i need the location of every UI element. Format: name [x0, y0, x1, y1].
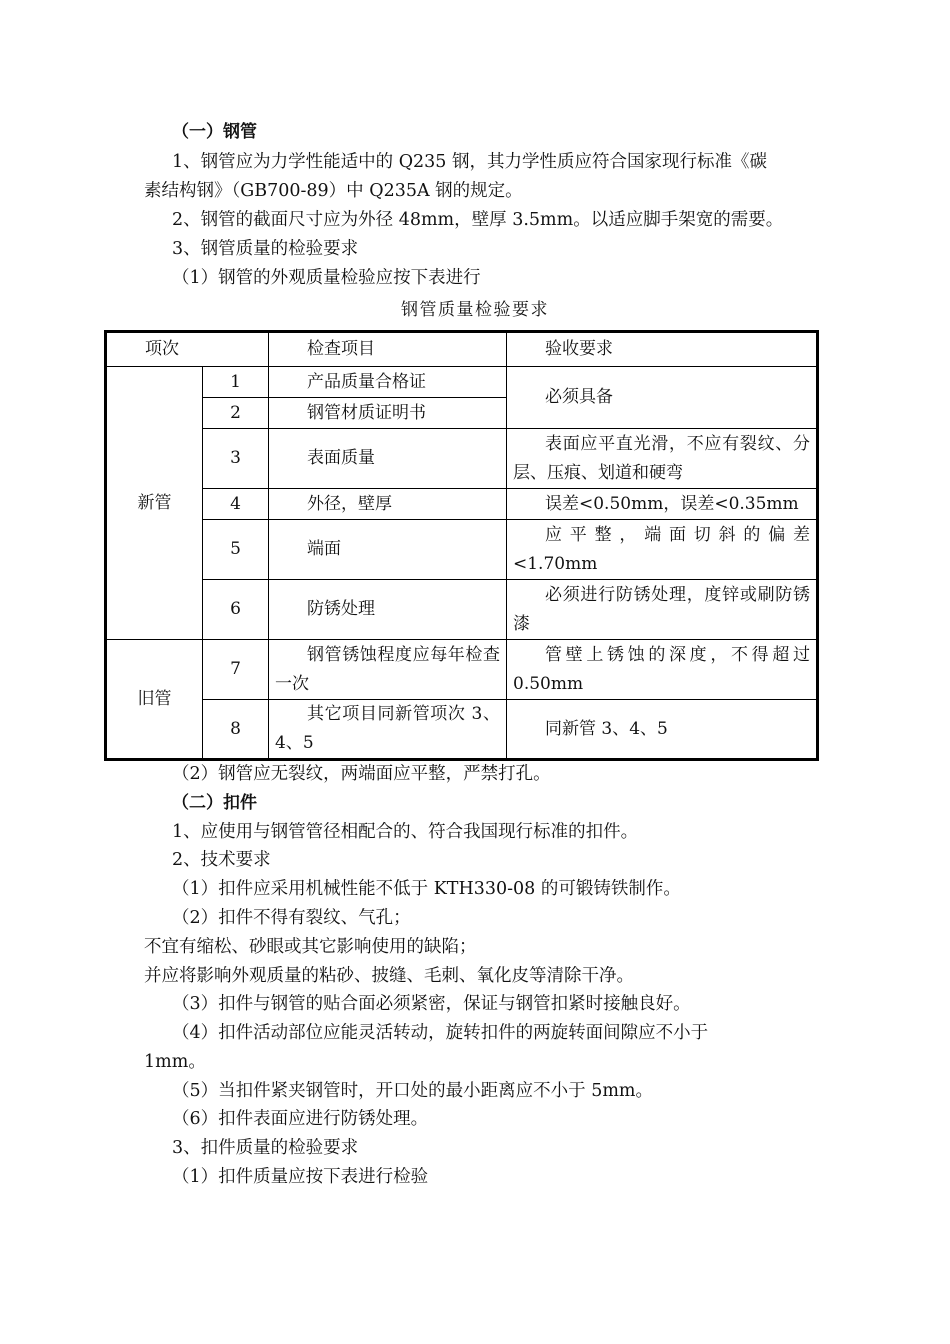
paragraph: 1、应使用与钢管管径相配合的、符合我国现行标准的扣件。	[172, 822, 639, 842]
requirement: 必须具备	[507, 367, 818, 429]
section-title-steel-pipe: （一）钢管	[172, 122, 257, 142]
row-number: 7	[203, 640, 269, 700]
table-caption: 钢管质量检验要求	[401, 300, 549, 320]
paragraph: 2、技术要求	[172, 850, 271, 870]
check-item: 产品质量合格证	[269, 367, 507, 398]
paragraph: 不宜有缩松、砂眼或其它影响使用的缺陷；	[144, 937, 477, 957]
header-requirement: 验收要求	[507, 332, 818, 367]
paragraph: （3）扣件与钢管的贴合面必须紧密，保证与钢管扣紧时接触良好。	[172, 994, 691, 1014]
table-row	[106, 520, 818, 580]
paragraph: 素结构钢》（GB700-89）中 Q235A 钢的规定。	[144, 181, 523, 201]
group-new-pipe: 新管	[106, 367, 203, 640]
requirement: 表面应平直光滑，不应有裂纹、分层、压痕、划道和硬弯	[507, 429, 818, 489]
paragraph: 3、钢管质量的检验要求	[172, 239, 359, 259]
requirement: 管壁上锈蚀的深度，不得超过 0.50mm	[507, 640, 818, 700]
paragraph: （6）扣件表面应进行防锈处理。	[172, 1109, 429, 1129]
table-row	[106, 700, 818, 760]
row-number: 8	[203, 700, 269, 760]
row-number: 1	[203, 367, 269, 398]
row-number: 5	[203, 520, 269, 580]
requirement: 误差<0.50mm，误差<0.35mm	[507, 489, 818, 520]
paragraph: （1）扣件质量应按下表进行检验	[172, 1167, 429, 1187]
paragraph: （1）扣件应采用机械性能不低于 KTH330-08 的可锻铸铁制作。	[172, 879, 681, 899]
check-item: 外径，壁厚	[269, 489, 507, 520]
paragraph: （5）当扣件紧夹钢管时，开口处的最小距离应不小于 5mm。	[172, 1081, 654, 1101]
paragraph: （1）钢管的外观质量检验应按下表进行	[172, 268, 481, 288]
requirement: 必须进行防锈处理，度锌或刷防锈漆	[507, 580, 818, 640]
table-row	[106, 429, 818, 489]
check-item: 钢管锈蚀程度应每年检查一次	[269, 640, 507, 700]
table-row	[106, 640, 818, 700]
check-item: 其它项目同新管项次 3、4、5	[269, 700, 507, 760]
paragraph: 并应将影响外观质量的粘砂、披缝、毛刺、氧化皮等清除干净。	[144, 966, 634, 986]
paragraph: （4）扣件活动部位应能灵活转动，旋转扣件的两旋转面间隙应不小于	[172, 1023, 709, 1043]
paragraph: 2、钢管的截面尺寸应为外径 48mm，壁厚 3.5mm。以适应脚手架宽的需要。	[172, 210, 784, 230]
table-header-row	[106, 332, 818, 367]
check-item: 端面	[269, 520, 507, 580]
row-number: 3	[203, 429, 269, 489]
header-check: 检查项目	[269, 332, 507, 367]
paragraph: 3、扣件质量的检验要求	[172, 1138, 359, 1158]
table-row	[106, 580, 818, 640]
check-item: 钢管材质证明书	[269, 398, 507, 429]
check-item: 表面质量	[269, 429, 507, 489]
header-item-no: 项次	[106, 332, 269, 367]
group-old-pipe: 旧管	[106, 640, 203, 760]
table-row	[106, 367, 818, 398]
paragraph: （2）扣件不得有裂纹、气孔；	[172, 908, 411, 928]
requirement: 应平整，端面切斜的偏差<1.70mm	[507, 520, 818, 580]
requirement: 同新管 3、4、5	[507, 700, 818, 760]
section-title-fastener: （二）扣件	[172, 793, 257, 813]
paragraph: 1mm。	[144, 1052, 206, 1072]
inspection-table	[104, 330, 819, 761]
table-row	[106, 489, 818, 520]
paragraph: （2）钢管应无裂纹，两端面应平整，严禁打孔。	[172, 764, 551, 784]
row-number: 6	[203, 580, 269, 640]
paragraph: 1、钢管应为力学性能适中的 Q235 钢，其力学性质应符合国家现行标准《碳	[172, 152, 768, 172]
row-number: 2	[203, 398, 269, 429]
check-item: 防锈处理	[269, 580, 507, 640]
row-number: 4	[203, 489, 269, 520]
